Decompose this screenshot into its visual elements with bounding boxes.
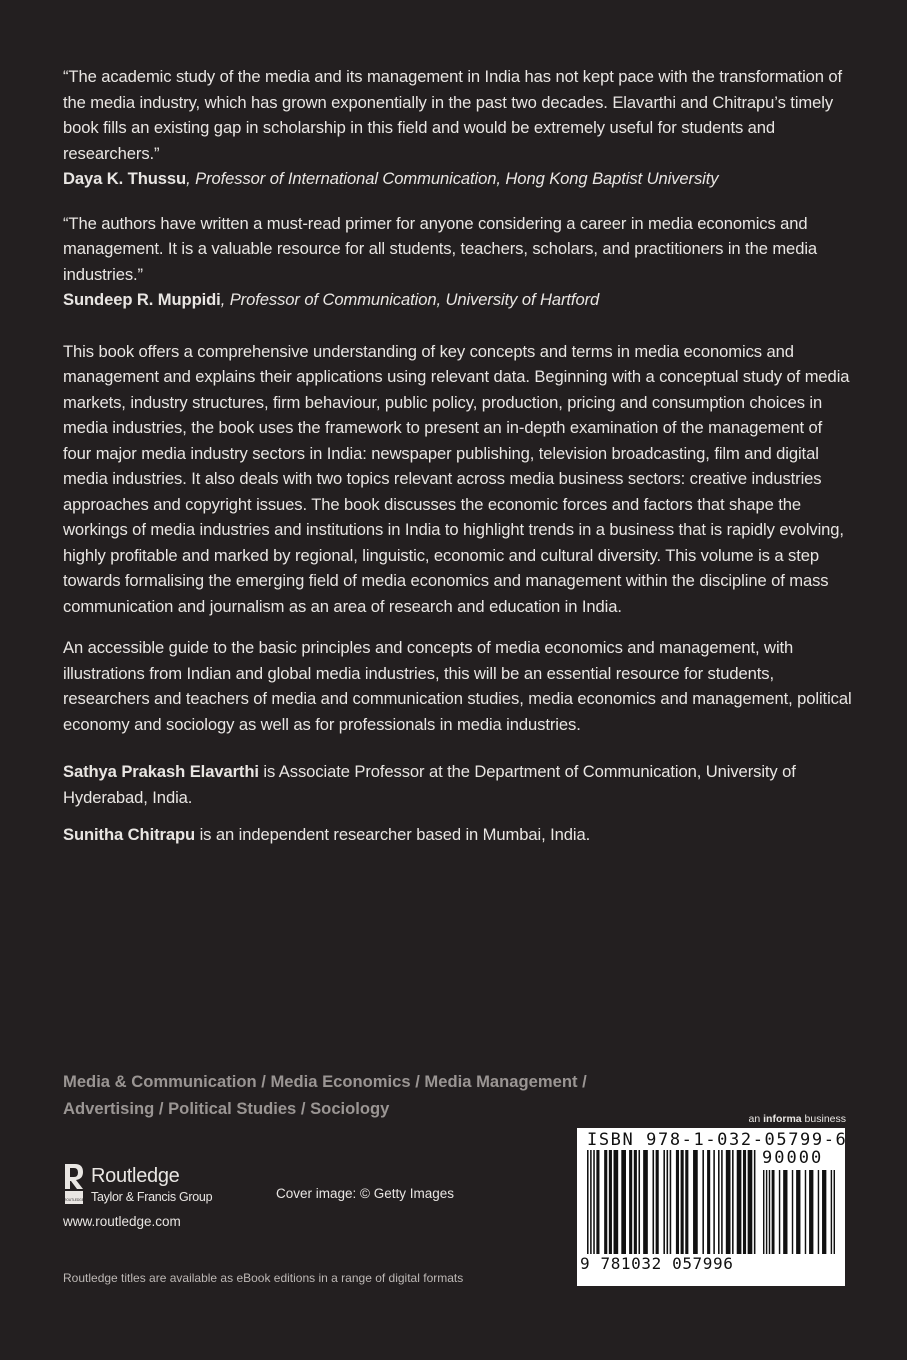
barcode-bar bbox=[748, 1150, 753, 1254]
publisher-tagline: Taylor & Francis Group bbox=[91, 1190, 213, 1204]
barcode-bar bbox=[792, 1170, 793, 1254]
barcode-bar bbox=[667, 1150, 669, 1254]
barcode-bar bbox=[634, 1150, 637, 1254]
endorsement-1 bbox=[63, 64, 853, 192]
informa-brand: informa bbox=[763, 1113, 802, 1125]
informa-prefix: an bbox=[748, 1113, 764, 1125]
logo-letters: ROUTLEDGE bbox=[64, 1198, 84, 1202]
barcode-bar bbox=[783, 1170, 787, 1254]
barcode-bar bbox=[707, 1150, 710, 1254]
endorsement-2-attribution bbox=[63, 287, 853, 313]
barcode-bar bbox=[726, 1150, 731, 1254]
price-code: 90000 bbox=[762, 1148, 824, 1168]
ebook-note: Routledge titles are available as eBook editions in a range of digital formats bbox=[63, 1271, 464, 1285]
barcode-bar bbox=[834, 1170, 835, 1254]
barcode-bar bbox=[593, 1150, 595, 1254]
barcode-bar bbox=[721, 1150, 723, 1254]
barcode-bar bbox=[621, 1150, 626, 1254]
barcode-bar bbox=[754, 1150, 756, 1254]
informa-business-label bbox=[700, 1113, 846, 1125]
barcode-bar bbox=[737, 1150, 742, 1254]
barcode-bar bbox=[766, 1170, 767, 1254]
barcode-bar bbox=[596, 1150, 599, 1254]
barcode-bar bbox=[805, 1170, 806, 1254]
endorsement-1-name: Daya K. Thussu bbox=[63, 169, 187, 188]
barcode-bar bbox=[604, 1150, 607, 1254]
subject-categories bbox=[63, 1068, 663, 1122]
back-cover-text bbox=[63, 64, 853, 860]
barcode-bar bbox=[743, 1150, 746, 1254]
barcode-bar bbox=[718, 1150, 720, 1254]
author-1-bio: is Associate Professor at the Department of Communication, University of Hyderabad, India. bbox=[63, 762, 796, 807]
ean-barcode-bars bbox=[587, 1150, 757, 1254]
barcode-bar bbox=[643, 1150, 648, 1254]
barcode-bar bbox=[653, 1150, 655, 1254]
description-paragraph-1: This book offers a comprehensive understanding of key concepts and terms in media economics and management and explains their applications using relevant data. Beginning with a conceptual study of media markets, industry structures, firm behaviour, public policy, production, pricing and consumption choices in media industries, the book uses the framework to present an in-depth examination of the management of four major media industry sectors in India: newspaper publishing, television broadcasting, film and digital media industries. It also deals with two topics relevant across media business sectors: creative industries approaches and copyright issues. The book discusses the economic forces and factors that shape the workings of media industries and institutions in India to highlight trends in a business that is rapidly evolving, highly profitable and marked by regional, linguistic, economic and cultural diversity. This volume is a step towards formalising the emerging field of media economics and management within the discipline of mass communication and journalism as an area of research and education in India. bbox=[63, 341, 850, 616]
barcode-bar bbox=[822, 1170, 826, 1254]
cover-credit: Cover image: © Getty Images bbox=[276, 1186, 455, 1201]
barcode-bar bbox=[609, 1150, 612, 1254]
barcode-bar bbox=[769, 1170, 770, 1254]
endorsement-2 bbox=[63, 211, 853, 313]
endorsement-1-attribution bbox=[63, 166, 853, 192]
isbn-barcode bbox=[577, 1128, 848, 1286]
barcode-bar bbox=[614, 1150, 619, 1254]
barcode-bar bbox=[681, 1150, 684, 1254]
informa-suffix: business bbox=[801, 1113, 846, 1125]
barcode-bar bbox=[818, 1170, 819, 1254]
endorsement-1-text: “The academic study of the media and its management in India has not kept pace with the transformation of the media industry, which has grown exponentially in the past two decades. Elavarthi and Chitrapu’s timely book fills an existing gap in scholarship in this field and would be extremely useful for students and researchers.” bbox=[63, 67, 843, 163]
barcode-bar bbox=[629, 1150, 632, 1254]
barcode-bar bbox=[772, 1170, 775, 1254]
subject-line-2: Advertising / Political Studies / Sociology bbox=[63, 1099, 390, 1118]
routledge-logo bbox=[63, 1163, 253, 1213]
author-1-name: Sathya Prakash Elavarthi bbox=[63, 762, 259, 781]
barcode-bar bbox=[831, 1170, 832, 1254]
barcode-bar bbox=[685, 1150, 688, 1254]
barcode-bar bbox=[663, 1150, 665, 1254]
barcode-bar bbox=[763, 1170, 764, 1254]
addon-barcode-bars bbox=[763, 1170, 835, 1254]
author-bio-1 bbox=[63, 759, 853, 810]
publisher-website: www.routledge.com bbox=[63, 1214, 181, 1229]
barcode-bar bbox=[590, 1150, 592, 1254]
barcode-bar bbox=[713, 1150, 715, 1254]
barcode-bar bbox=[587, 1150, 589, 1254]
author-bio-2 bbox=[63, 822, 853, 848]
endorsement-2-text: “The authors have written a must-read primer for anyone considering a career in media economics and management. It is a valuable resource for all students, teachers, scholars, and practitioners in the media industries.” bbox=[63, 213, 818, 284]
author-2-name: Sunitha Chitrapu bbox=[63, 825, 196, 844]
routledge-logo-mark-icon bbox=[63, 1163, 85, 1205]
barcode-bar bbox=[676, 1150, 679, 1254]
ean-digits: 9 781032 057996 bbox=[580, 1254, 734, 1273]
barcode-bar bbox=[638, 1150, 640, 1254]
barcode-bar bbox=[670, 1150, 672, 1254]
barcode-bar bbox=[796, 1170, 800, 1254]
barcode-bar bbox=[732, 1150, 734, 1254]
endorsement-1-title: , Professor of International Communication, Hong Kong Baptist University bbox=[186, 169, 719, 188]
barcode-bar bbox=[809, 1170, 813, 1254]
barcode-bar bbox=[702, 1150, 704, 1254]
description-paragraph-2: An accessible guide to the basic principles and concepts of media economics and management, with illustrations from Indian and global media industries, this will be an essential resource for students, researchers and teachers of media and communication studies, media economics and management, political economy and sociology as well as for professionals in media industries. bbox=[63, 638, 852, 734]
endorsement-2-name: Sundeep R. Muppidi bbox=[63, 290, 221, 309]
publisher-name: Routledge bbox=[91, 1165, 180, 1187]
isbn-label: ISBN 978-1-032-05799-6 bbox=[587, 1130, 848, 1150]
author-2-bio: is an independent researcher based in Mumbai, India. bbox=[195, 825, 591, 844]
barcode-bar bbox=[779, 1170, 780, 1254]
endorsement-2-title: , Professor of Communication, University of Hartford bbox=[220, 290, 600, 309]
subject-line-1: Media & Communication / Media Economics / Media Management / bbox=[63, 1072, 587, 1091]
barcode-bar bbox=[656, 1150, 659, 1254]
barcode-bar bbox=[693, 1150, 698, 1254]
